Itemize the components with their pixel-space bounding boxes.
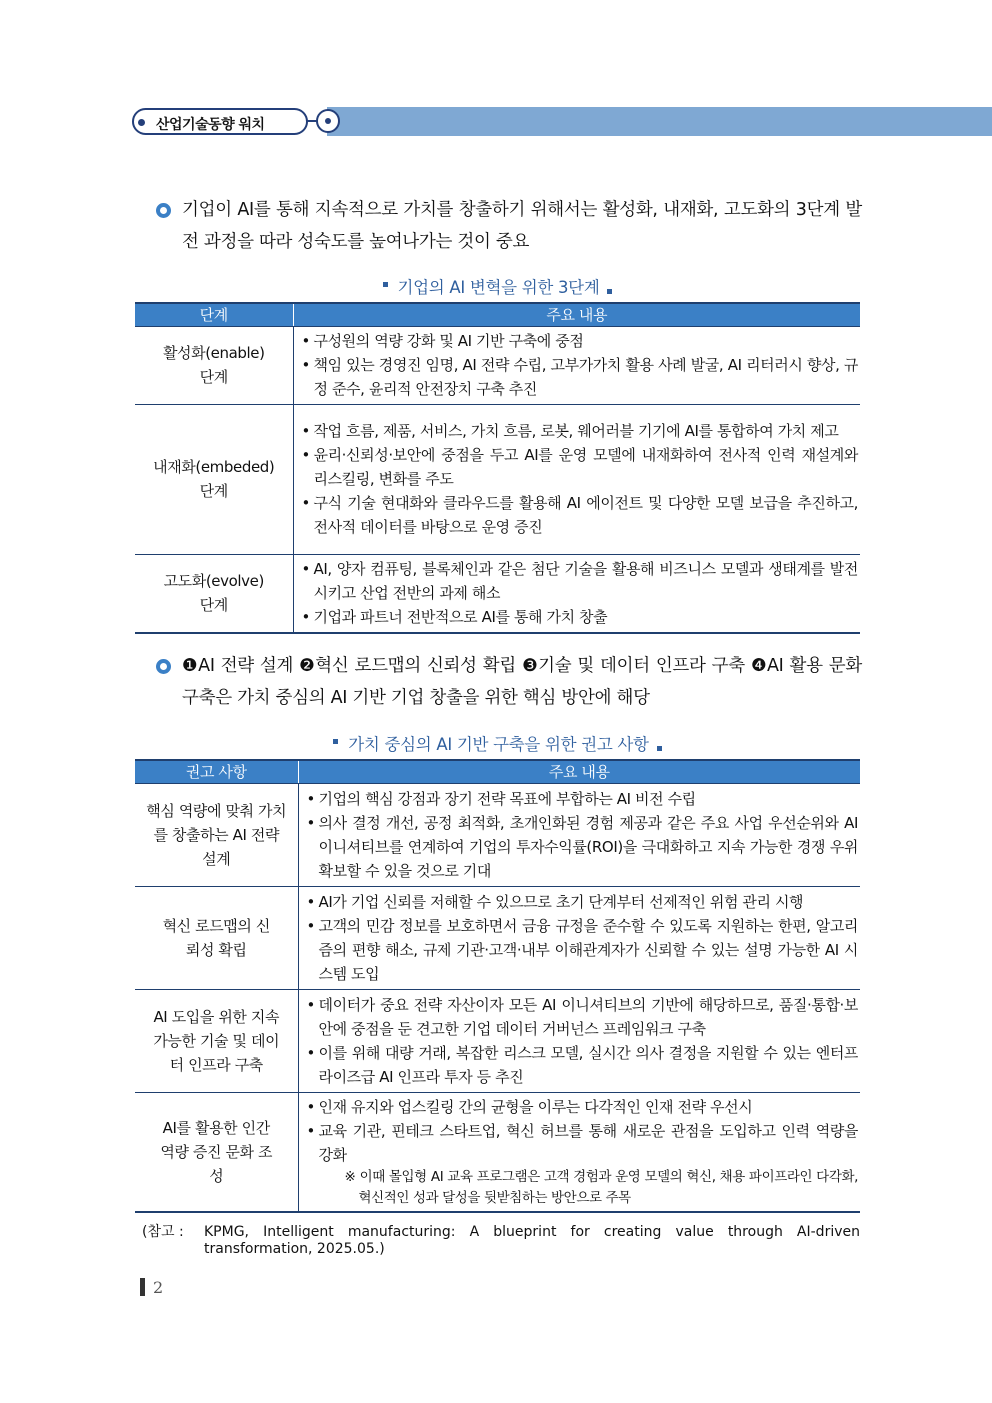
caption-square-icon bbox=[333, 739, 338, 744]
recommendation-label: 혁신 로드맵의 신뢰성 확립 bbox=[135, 886, 298, 989]
table-2-header-content: 주요 내용 bbox=[298, 760, 860, 783]
page-header bbox=[132, 104, 992, 138]
recommendation-content bbox=[298, 989, 860, 1092]
list-item: • 기업의 핵심 강점과 장기 전략 목표에 부합하는 AI 비전 수립 bbox=[305, 787, 859, 811]
page-number: 2 bbox=[153, 1278, 164, 1297]
stage-label: 내재화(embeded) 단계 bbox=[135, 404, 293, 554]
list-item: • 구식 기술 현대화와 클라우드를 활용해 AI 에이전트 및 다양한 모델 보급을 추진하고, 전사적 데이터를 바탕으로 운영 증진 bbox=[300, 491, 859, 539]
stages-table bbox=[135, 302, 860, 634]
list-item: • 기업과 파트너 전반적으로 AI를 통해 가치 창출 bbox=[300, 605, 859, 629]
table-2-header-recommendation: 권고 사항 bbox=[135, 760, 298, 783]
recommendation-content bbox=[298, 783, 860, 886]
paragraph-2-text: ❶AI 전략 설계 ❷혁신 로드맵의 신뢰성 확립 ❸기술 및 데이터 인프라 구축 ❹AI 활용 문화 구축은 가치 중심의 AI 기반 기업 창출을 위한 핵심 방안에 해당 bbox=[182, 656, 862, 708]
list-item: • 고객의 민감 정보를 보호하면서 금융 규정을 준수할 수 있도록 지원하는 한편, 알고리즘의 편향 해소, 규제 기관·고객·내부 이해관계자가 신뢰할 수 있는 설명 가능한 AI 시스템 도입 bbox=[305, 914, 859, 986]
list-item: • 책임 있는 경영진 임명, AI 전략 수립, 고부가가치 활용 사례 발굴, AI 리터러시 향상, 규정 준수, 윤리적 안전장치 구축 추진 bbox=[300, 353, 859, 401]
list-item: • 윤리·신뢰성·보안에 중점을 두고 AI를 운영 모델에 내재화하여 전사적 인력 재설계와 리스킬링, 변화를 주도 bbox=[300, 443, 859, 491]
header-dot-icon bbox=[138, 119, 145, 126]
table-row bbox=[135, 326, 860, 404]
reference-head: (참고 : bbox=[142, 1224, 184, 1240]
stage-content bbox=[293, 326, 860, 404]
list-item: • 교육 기관, 핀테크 스타트업, 혁신 허브를 통해 새로운 관점을 도입하고 인력 역량을 강화 bbox=[305, 1119, 859, 1167]
list-item: • AI가 기업 신뢰를 저해할 수 있으므로 초기 단계부터 선제적인 위험 관리 시행 bbox=[305, 890, 859, 914]
recommendation-content bbox=[298, 1092, 860, 1212]
list-item: • AI, 양자 컴퓨팅, 블록체인과 같은 첨단 기술을 활용해 비즈니스 모델과 생태계를 발전시키고 산업 전반의 과제 해소 bbox=[300, 557, 859, 605]
table-row bbox=[135, 783, 860, 886]
footer-bar-icon bbox=[140, 1278, 145, 1296]
header-band bbox=[327, 107, 992, 136]
list-item: • 구성원의 역량 강화 및 AI 기반 구축에 중점 bbox=[300, 329, 859, 353]
header-label bbox=[132, 108, 308, 135]
reference-note bbox=[142, 1224, 860, 1258]
bullet-circle-icon bbox=[156, 659, 171, 674]
table-row bbox=[135, 404, 860, 554]
table-1-caption-text: 기업의 AI 변혁을 위한 3단계 bbox=[397, 278, 600, 297]
table-2-caption-text: 가치 중심의 AI 기반 구축을 위한 권고 사항 bbox=[348, 735, 649, 754]
page-footer bbox=[140, 1278, 163, 1298]
table-row bbox=[135, 554, 860, 633]
caption-square-icon bbox=[383, 282, 388, 287]
stage-content bbox=[293, 404, 860, 554]
stage-label: 고도화(evolve) 단계 bbox=[135, 554, 293, 633]
list-item: • 인재 유지와 업스킬링 간의 균형을 이루는 다각적인 인재 전략 우선시 bbox=[305, 1095, 859, 1119]
list-item: • 작업 흐름, 제품, 서비스, 가치 흐름, 로봇, 웨어러블 기기에 AI를 통합하여 가치 제고 bbox=[300, 419, 859, 443]
list-item: • 의사 결정 개선, 공정 최적화, 초개인화된 경험 제공과 같은 주요 사업 우선순위와 AI 이니셔티브를 연계하여 기업의 투자수익률(ROI)을 극대화하고 지속 가능한 경쟁 우위 확보할 수 있을 것으로 기대 bbox=[305, 811, 859, 883]
caption-square-icon bbox=[607, 289, 612, 294]
stage-content bbox=[293, 554, 860, 633]
table-row bbox=[135, 886, 860, 989]
list-item: • 데이터가 중요 전략 자산이자 모든 AI 이니셔티브의 기반에 해당하므로, 품질·통합·보안에 중점을 둔 견고한 기업 데이터 거버넌스 프레임워크 구축 bbox=[305, 993, 859, 1041]
table-2-caption bbox=[135, 731, 860, 755]
caption-square-icon bbox=[657, 746, 662, 751]
header-title: 산업기술동향 워치 bbox=[156, 117, 265, 133]
paragraph-1-text: 기업이 AI를 통해 지속적으로 가치를 창출하기 위해서는 활성화, 내재화, 고도화의 3단계 발전 과정을 따라 성숙도를 높여나가는 것이 중요 bbox=[182, 200, 862, 252]
recommendations-table bbox=[135, 759, 860, 1213]
list-item: • 이를 위해 대량 거래, 복잡한 리스크 모델, 실시간 의사 결정을 지원할 수 있는 엔터프라이즈급 AI 인프라 투자 등 추진 bbox=[305, 1041, 859, 1089]
note-text: ※ 이때 몰입형 AI 교육 프로그램은 고객 경험과 운영 모델의 혁신, 채용 파이프라인 다각화, 혁신적인 성과 달성을 뒷받침하는 방안으로 주목 bbox=[344, 1168, 858, 1206]
recommendation-content bbox=[298, 886, 860, 989]
recommendation-label: AI 도입을 위한 지속 가능한 기술 및 데이터 인프라 구축 bbox=[135, 989, 298, 1092]
bullet-circle-icon bbox=[156, 203, 171, 218]
table-1-header-stage: 단계 bbox=[135, 303, 293, 326]
stage-label: 활성화(enable) 단계 bbox=[135, 326, 293, 404]
paragraph-2 bbox=[156, 650, 862, 714]
recommendation-label: AI를 활용한 인간 역량 증진 문화 조성 bbox=[135, 1092, 298, 1212]
table-1-header-content: 주요 내용 bbox=[293, 303, 860, 326]
table-row bbox=[135, 1092, 860, 1212]
header-circle-icon bbox=[316, 109, 340, 133]
reference-body: KPMG, Intelligent manufacturing: A blueprint for creating value through AI-driven transformation, 2025.05.) bbox=[204, 1224, 860, 1257]
recommendation-label: 핵심 역량에 맞춰 가치를 창출하는 AI 전략 설계 bbox=[135, 783, 298, 886]
table-row bbox=[135, 989, 860, 1092]
paragraph-1 bbox=[156, 194, 862, 258]
table-1-caption bbox=[135, 274, 860, 298]
